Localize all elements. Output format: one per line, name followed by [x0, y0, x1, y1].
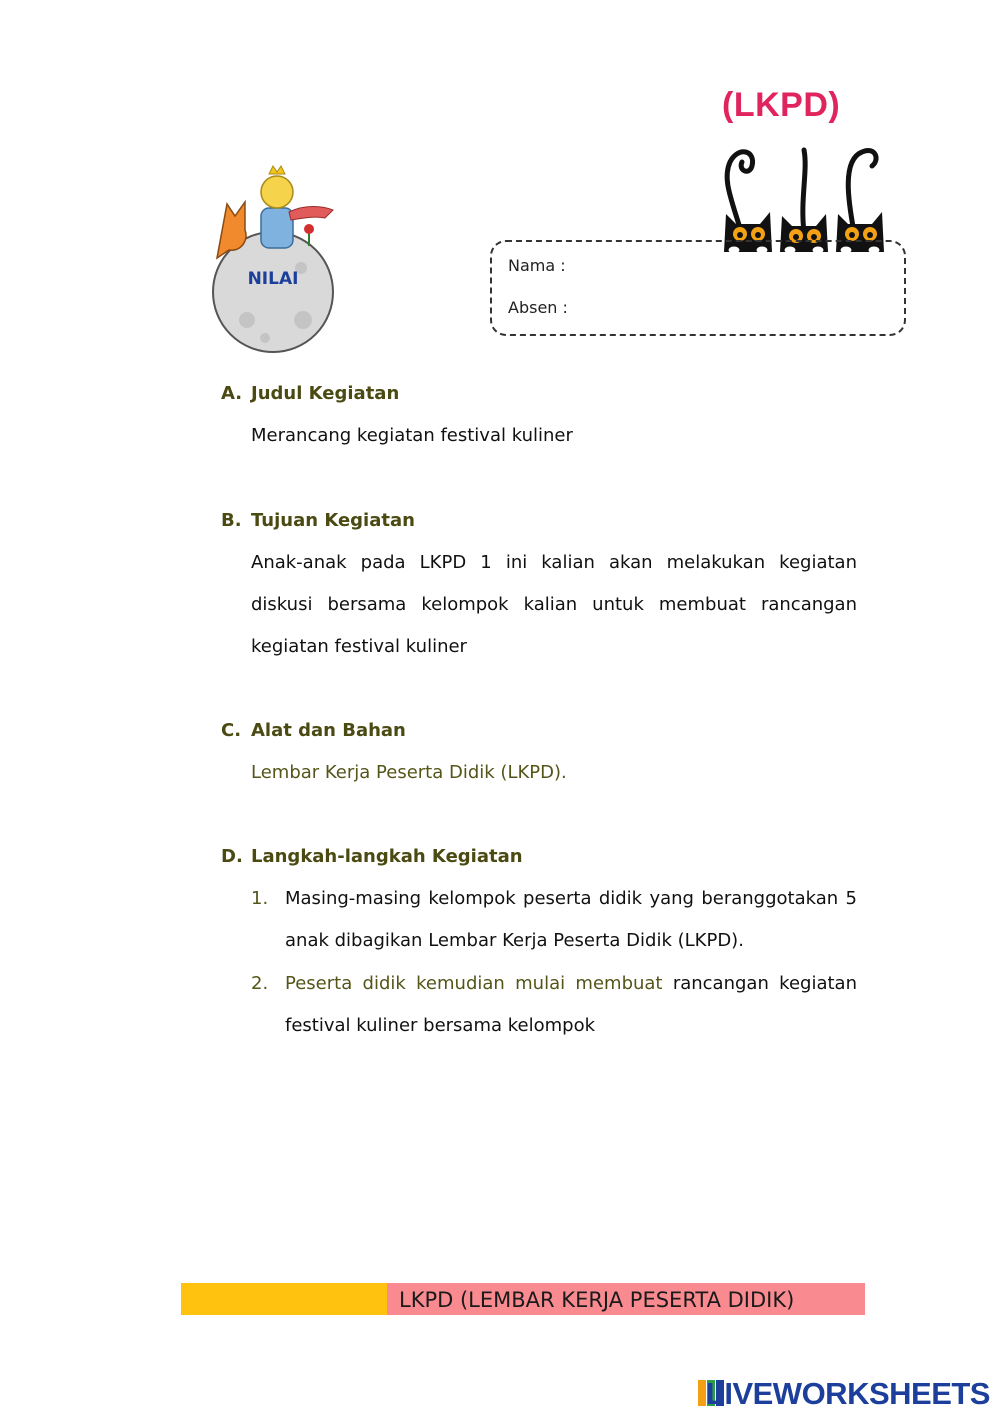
step-1-text: Masing-masing kelompok peserta didik yang beranggotakan 5 anak dibagikan Lembar Kerja Peserta Didik (LKPD).: [285, 888, 857, 951]
section-b-letter: B.: [221, 510, 242, 531]
cat-tail-2: [803, 150, 805, 232]
step-2-number: 2.: [251, 973, 269, 994]
section-b-heading: [221, 510, 415, 531]
identity-box: [490, 240, 906, 336]
section-d-title: Langkah-langkah Kegiatan: [251, 846, 523, 867]
footer-bar-label: LKPD (LEMBAR KERJA PESERTA DIDIK): [387, 1283, 865, 1315]
section-c-text: Lembar Kerja Peserta Didik (LKPD).: [251, 762, 567, 783]
section-c-heading: [221, 720, 406, 741]
name-label: Nama :: [508, 256, 566, 275]
prince-icon: [261, 176, 293, 208]
section-a-letter: A.: [221, 383, 243, 404]
section-b-title: Tujuan Kegiatan: [251, 510, 415, 531]
section-d-heading: [221, 846, 523, 867]
lkpd-title: (LKPD): [722, 86, 841, 124]
cats-illustration: [712, 140, 902, 252]
absen-label: Absen :: [508, 298, 568, 317]
step-1-number: 1.: [251, 888, 269, 909]
section-a-title: Judul Kegiatan: [251, 383, 400, 404]
nilai-label: NILAI: [247, 269, 299, 289]
step-2-text-part-b: rancangan kegiatan festival kuliner bersama kelompok: [285, 973, 857, 1036]
liveworksheets-brand: LIVEWORKSHEETS: [705, 1376, 990, 1411]
section-a-heading: [221, 383, 399, 404]
section-c-title: Alat dan Bahan: [251, 720, 406, 741]
step-2-text: [285, 963, 857, 1047]
section-a-text: Merancang kegiatan festival kuliner: [251, 425, 573, 446]
cat-tail-3: [848, 151, 876, 232]
step-2-text-part-a: Peserta didik kemudian mulai membuat: [285, 973, 663, 994]
footer-bar-yellow: [181, 1283, 387, 1315]
section-d-letter: D.: [221, 846, 243, 867]
section-b-text: Anak-anak pada LKPD 1 ini kalian akan melakukan kegiatan diskusi bersama kelompok kalian untuk membuat rancangan kegiatan festival kuliner: [251, 552, 857, 657]
nilai-badge-illustration: [205, 160, 355, 355]
section-c-letter: C.: [221, 720, 242, 741]
